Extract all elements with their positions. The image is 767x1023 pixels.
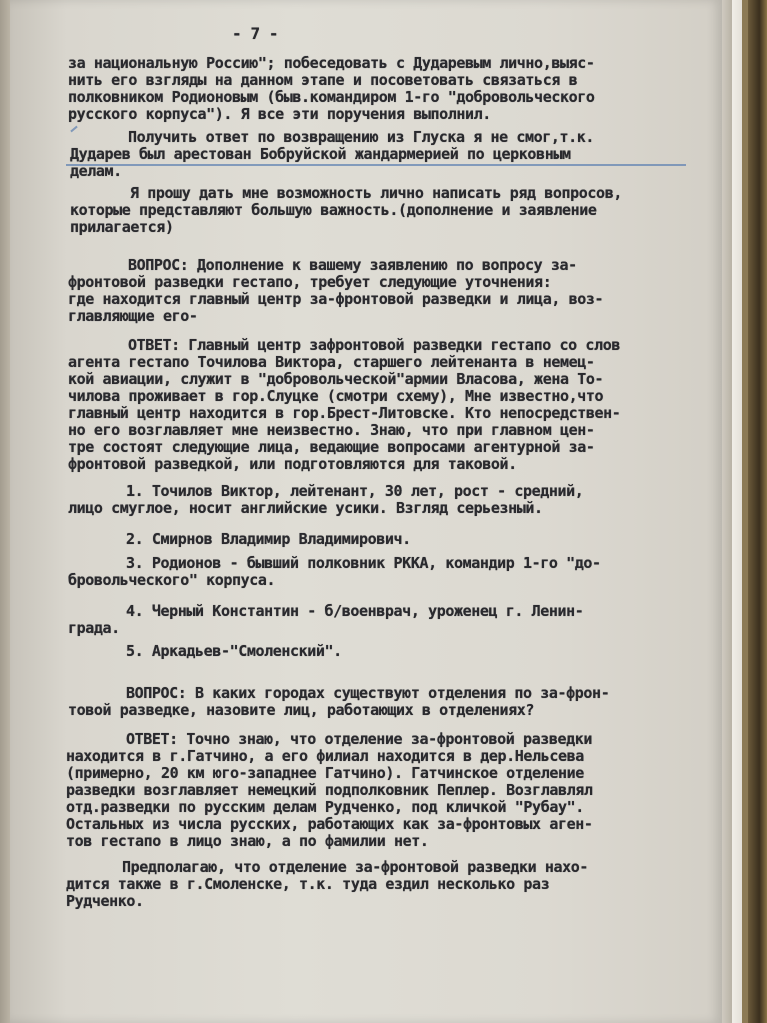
- list-item: 3. Родионов - бывший полковник РККА, командир 1-го "до-: [126, 554, 601, 572]
- text-line: фронтовой разведки гестапо, требует следующие уточнения:: [68, 273, 552, 291]
- text-line: но его возглавляет мне неизвестно. Знаю, что при главном цен-: [68, 421, 595, 439]
- pencil-underline: [66, 164, 686, 166]
- text-line: нить его взгляды на данном этапе и посоветовать связаться в: [68, 71, 578, 89]
- text-line: Получить ответ по возвращению из Глуска я не смог,т.к.: [128, 128, 595, 146]
- question-label: ВОПРОС: Дополнение к вашему заявлению по вопросу за-: [128, 256, 577, 274]
- text-line: лицо смуглое, носит английские усики. Взгляд серьезный.: [68, 499, 543, 517]
- text-line: полковником Родионовым (быв.командиром 1-го "добровольческого: [68, 88, 595, 106]
- text-line: града.: [68, 619, 120, 637]
- text-line: главляющие его-: [68, 307, 198, 325]
- text-line: тов гестапо в лицо знаю, а по фамилии нет.: [66, 832, 429, 850]
- text-line: Рудченко.: [66, 892, 144, 910]
- text-line: Остальных из числа русских, работающих как за-фронтовых аген-: [66, 815, 593, 833]
- text-line: фронтовой разведкой, или подготовляются для таковой.: [68, 455, 517, 473]
- text-line: бровольческого" корпуса.: [68, 571, 276, 589]
- text-line: русского корпуса"). Я все эти поручения выполнил.: [68, 105, 491, 123]
- answer-label: ОТВЕТ: Главный центр зафронтовой разведки гестапо со слов: [128, 336, 620, 354]
- list-item: 2. Смирнов Владимир Владимирович.: [126, 530, 411, 548]
- text-line: разведки возглавляет немецкий подполковник Пеплер. Возглавлял: [66, 781, 593, 799]
- typed-text-block: [10, 0, 622, 910]
- page-number: - 7 -: [232, 24, 279, 43]
- text-line: где находится главный центр за-фронтовой разведки и лица, воз-: [68, 290, 604, 308]
- text-line: чилова проживает в гор.Слуцке (смотри схему), Мне известно,что: [68, 387, 604, 405]
- question-label: ВОПРОС: В каких городах существуют отделения по за-фрон-: [126, 684, 610, 702]
- answer-label: ОТВЕТ: Точно знаю, что отделение за-фронтовой разведки: [126, 730, 593, 748]
- page-stack-edge: [732, 0, 742, 1023]
- text-line: (примерно, 20 км юго-западнее Гатчино). Гатчинское отделение: [66, 764, 584, 782]
- text-line: Я прошу дать мне возможность лично написать ряд вопросов,: [130, 184, 622, 202]
- list-item: 1. Точилов Виктор, лейтенант, 30 лет, рост - средний,: [126, 482, 584, 500]
- text-line: Дударев был арестован Бобруйской жандармерией по церковным: [70, 145, 571, 163]
- list-item: 5. Аркадьев-"Смоленский".: [126, 642, 342, 660]
- text-line: Предполагаю, что отделение за-фронтовой разведки нахо-: [122, 858, 589, 876]
- text-line: агента гестапо Точилова Виктора, старшего лейтенанта в немец-: [68, 353, 595, 371]
- list-item: 4. Черный Константин - б/военврач, уроженец г. Ленин-: [126, 602, 584, 620]
- text-line: за национальную Россию"; побеседовать с Дударевым лично,выяс-: [68, 54, 595, 72]
- text-line: главный центр находится в гор.Брест-Литовске. Кто непосредствен-: [68, 404, 621, 422]
- document-page: [10, 0, 722, 1023]
- text-line: делам.: [70, 162, 122, 180]
- text-line: находится в г.Гатчино, а его филиал находится в дер.Нельсева: [66, 747, 584, 765]
- text-line: дится также в г.Смоленске, т.к. туда ездил несколько раз: [66, 875, 550, 893]
- pencil-mark: [70, 126, 77, 133]
- text-line: отд.разведки по русским делам Рудченко, под кличкой "Рубау".: [66, 798, 584, 816]
- binding-cover: [748, 0, 767, 1023]
- text-line: тре состоят следующие лица, ведающие вопросами агентурной за-: [68, 438, 595, 456]
- text-line: прилагается): [70, 218, 174, 236]
- text-line: товой разведке, назовите лиц, работающих в отделениях?: [68, 701, 535, 719]
- page-edge: [722, 0, 732, 1023]
- text-line: которые представляют большую важность.(дополнение и заявление: [70, 201, 597, 219]
- text-line: кой авиации, служит в "добровольческой"армии Власова, жена То-: [68, 370, 604, 388]
